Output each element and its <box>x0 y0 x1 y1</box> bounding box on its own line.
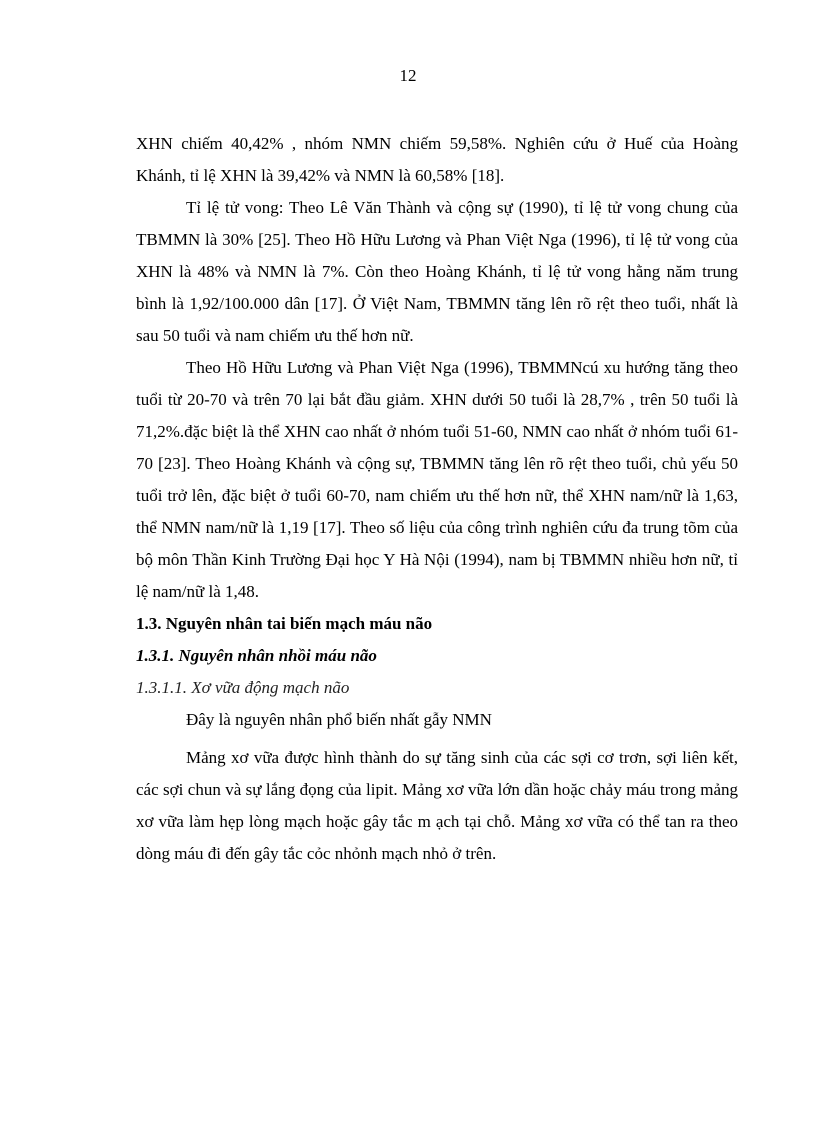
section-heading-1-3-1-1: 1.3.1.1. Xơ vữa động mạch não <box>136 678 350 697</box>
page-number: 12 <box>399 66 417 85</box>
paragraph-age-distribution: Theo Hồ Hữu Lương và Phan Việt Nga (1996), TBMMNcú xu hướng tăng theo tuổi từ 20-70 và trên 70 lại bắt đầu giảm. XHN dưới 50 tuổi là 28,7% , trên 50 tuổi là 71,2%.đặc biệt là thể XHN cao nhất ở nhóm tuổi 51-60, NMN cao nhất ở nhóm tuổi 61-70 [23]. Theo Hoàng Khánh và cộng sự, TBMMN tăng lên rõ rệt theo tuổi, chủ yếu 50 tuổi trở lên, đặc biệt ở tuổi 60-70, nam chiếm ưu thế hơn nữ, thể XHN nam/nữ là 1,63, thể NMN nam/nữ là 1,19 [17]. Theo số liệu của công trình nghiên cứu đa trung tõm của bộ môn Thần Kinh Trường Đại học Y Hà Nội (1994), nam bị TBMMN nhiều hơn nữ, tỉ lệ nam/nữ là 1,48. <box>136 358 738 601</box>
paragraph-common-cause: Đây là nguyên nhân phổ biến nhất gẫy NMN <box>186 710 492 729</box>
page-content <box>136 128 738 870</box>
section-heading-1-3-1: 1.3.1. Nguyên nhân nhồi máu não <box>136 646 377 665</box>
section-heading-1-3: 1.3. Nguyên nhân tai biến mạch máu não <box>136 614 433 633</box>
paragraph-xhn-nmn-ratio: XHN chiếm 40,42% , nhóm NMN chiếm 59,58%. Nghiên cứu ở Huế của Hoàng Khánh, tỉ lệ XHN là 39,42% và NMN là 60,58% [18]. <box>136 134 738 185</box>
paragraph-plaque-formation: Mảng xơ vữa được hình thành do sự tăng sinh của các sợi cơ trơn, sợi liên kết, các sợi chun và sự lắng đọng của lipit. Mảng xơ vữa lớn dần hoặc chảy máu trong mảng xơ vữa làm hẹp lòng mạch hoặc gây tắc m ạch tại chỗ. Mảng xơ vữa có thể tan ra theo dòng máu đi đến gây tắc cỏc nhỏnh mạch nhỏ ở trên. <box>136 748 738 863</box>
paragraph-mortality: Tỉ lệ tử vong: Theo Lê Văn Thành và cộng sự (1990), tỉ lệ tử vong chung của TBMMN là 30% [25]. Theo Hồ Hữu Lương và Phan Việt Nga (1996), tỉ lệ tử vong của XHN là 48% và NMN là 7%. Còn theo Hoàng Khánh, tỉ lệ tử vong hằng năm trung bình là 1,92/100.000 dân [17]. Ở Việt Nam, TBMMN tăng lên rõ rệt theo tuổi, nhất là sau 50 tuổi và nam chiếm ưu thế hơn nữ. <box>136 198 738 345</box>
